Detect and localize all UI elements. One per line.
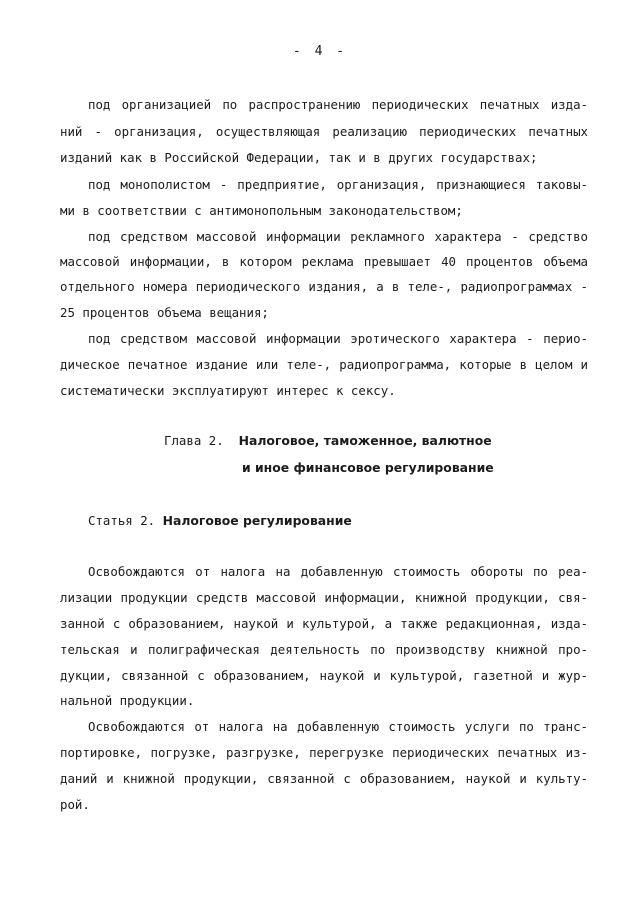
paragraph-line: изданий как в Российской Федерации, так и в других государствах;: [60, 150, 538, 165]
paragraph-line: рой.: [60, 797, 90, 812]
paragraph-line: ний - организация, осуществляющая реализацию периодических печатных: [60, 124, 588, 139]
paragraph-line: под средством массовой информации рекламного характера - средство: [88, 229, 588, 244]
paragraph-line: занной с образованием, наукой и культурой, а также редакционная, изда-: [60, 616, 588, 631]
paragraph-line: систематически эксплуатируют интерес к сексу.: [60, 383, 396, 398]
chapter-label: Глава 2.: [164, 433, 224, 448]
article-label: Статья 2.: [88, 513, 156, 528]
paragraph-line: лизации продукции средств массовой информации, книжной продукции, свя-: [60, 590, 588, 605]
paragraph-line: ми в соответствии с антимонопольным законодательством;: [60, 203, 463, 218]
article-title: Налоговое регулирование: [162, 513, 352, 528]
page-number: - 4 -: [292, 44, 348, 59]
paragraph-line: под средством массовой информации эротического характера - перио-: [88, 331, 588, 346]
paragraph-line: дическое печатное издание или теле-, радиопрограмма, которые в целом и: [60, 357, 588, 372]
paragraph-line: тельская и полиграфическая деятельность по производству книжной про-: [60, 642, 588, 657]
paragraph-line: отдельного номера периодического издания, а в теле-, радиопрограммах -: [60, 279, 588, 294]
chapter-heading: [164, 432, 604, 449]
article-heading: [88, 512, 352, 529]
paragraph-line: массовой информации, в котором реклама превышает 40 процентов объема: [60, 254, 588, 269]
paragraph-line: дукции, связанной с образованием, наукой и культурой, газетной и жур-: [60, 668, 588, 683]
chapter-heading-continuation: [242, 459, 602, 476]
paragraph-line: Освобождаются от налога на добавленную стоимость обороты по реа-: [88, 564, 588, 579]
paragraph-line: даний и книжной продукции, связанной с образованием, наукой и культу-: [60, 771, 588, 786]
paragraph-line: под монополистом - предприятие, организация, признающиеся таковы-: [88, 177, 588, 192]
paragraph-line: портировке, погрузке, разгрузке, перегрузке периодических печатных из-: [60, 745, 588, 760]
paragraph-line: Освобождаются от налога на добавленную стоимость услуги по транс-: [88, 719, 588, 734]
paragraph-line: нальной продукции.: [60, 693, 195, 708]
chapter-title: Налоговое, таможенное, валютное: [238, 433, 492, 448]
paragraph-line: 25 процентов объема вещания;: [60, 305, 269, 320]
paragraph-line: под организацией по распространению периодических печатных изда-: [88, 97, 588, 112]
chapter-title-continuation: и иное финансовое регулирование: [242, 460, 494, 475]
